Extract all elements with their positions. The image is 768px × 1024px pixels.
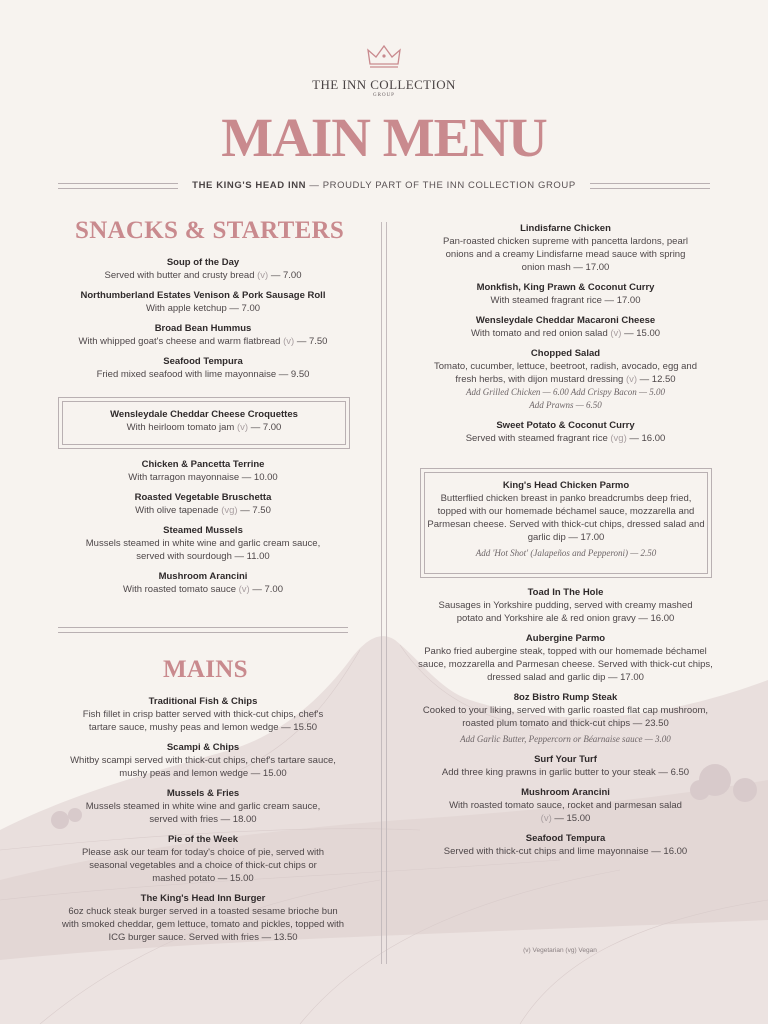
item-addon: Add 'Hot Shot' (Jalapeños and Pepperoni) — 2.50 — [475, 548, 657, 558]
item-desc: With whipped goat's cheese and warm flatbread (v) — 7.50 — [78, 336, 328, 347]
menu-item — [58, 833, 348, 885]
item-desc: With steamed fragrant rice — 17.00 — [490, 295, 641, 306]
item-name: Lindisfarne Chicken — [520, 223, 611, 234]
menu-item — [418, 632, 713, 684]
item-desc: Pan-roasted chicken supreme with pancetta lardons, pearl onions and a creamy Lindisfarne mead sauce with spring onion mash — 17.00 — [442, 236, 689, 273]
item-addon: Add Garlic Butter, Peppercorn or Béarnaise sauce — 3.00 — [460, 734, 671, 744]
item-name: Seafood Tempura — [525, 833, 606, 844]
item-desc: Mussels steamed in white wine and garlic cream sauce, served with fries — 18.00 — [85, 801, 321, 825]
menu-item — [58, 524, 348, 563]
item-desc: Add three king prawns in garlic butter to your steak — 6.50 — [441, 767, 690, 778]
menu-item — [58, 458, 348, 484]
item-name: Roasted Vegetable Bruschetta — [134, 492, 272, 503]
item-desc: Served with butter and crusty bread (v) — 7.00 — [104, 270, 302, 281]
header-rule-right — [590, 183, 710, 189]
item-name: Chicken & Pancetta Terrine — [141, 459, 265, 470]
menu-item — [418, 832, 713, 858]
item-name: The King's Head Inn Burger — [140, 893, 266, 904]
crown-icon — [367, 44, 401, 70]
featured-box-croquettes — [58, 397, 350, 449]
column-divider — [381, 222, 387, 964]
menu-item — [58, 741, 348, 780]
item-desc: Please ask our team for today's choice of pie, served with seasonal vegetables and a choice of thick-cut chips or mashed potato — 15.00 — [81, 847, 325, 884]
snacks-group-2 — [58, 458, 348, 603]
item-desc: With tomato and red onion salad (v) — 15.00 — [470, 328, 661, 339]
menu-item — [58, 892, 348, 944]
menu-item — [58, 570, 348, 596]
item-desc: With apple ketchup — 7.00 — [145, 303, 261, 314]
menu-item — [418, 786, 713, 825]
item-desc: Panko fried aubergine steak, topped with our homemade béchamel sauce, mozzarella and Parmesan cheese. Served with thick-cut chips, dressed salad and garlic dip — 17.00 — [418, 646, 713, 683]
item-desc: Whitby scampi served with thick-cut chips, chef's tartare sauce, mushy peas and lemon wedge — 15.00 — [70, 755, 336, 779]
menu-item — [418, 691, 713, 746]
item-name: Scampi & Chips — [166, 742, 240, 753]
item-name: Seafood Tempura — [163, 356, 243, 367]
item-desc: Cooked to your liking, served with garlic roasted flat cap mushroom, roasted plum tomato and thick-cut chips — 23.50 — [422, 705, 709, 729]
item-name: Pie of the Week — [167, 834, 239, 845]
item-name: Wensleydale Cheddar Cheese Croquettes — [110, 409, 298, 420]
brand-name: THE INN COLLECTION — [312, 77, 456, 92]
menu-item — [58, 491, 348, 517]
item-desc: Tomato, cucumber, lettuce, beetroot, radish, avocado, egg and fresh herbs, with dijon mustard dressing (v) — 12.50 — [434, 361, 697, 385]
menu-item — [58, 695, 348, 734]
item-name: Mushroom Arancini — [158, 571, 248, 582]
menu-item — [418, 222, 713, 274]
diet-legend: (v) Vegetarian (vg) Vegan — [523, 947, 597, 954]
menu-item — [418, 753, 713, 779]
item-desc: With olive tapenade (vg) — 7.50 — [135, 505, 271, 516]
menu-item — [58, 322, 348, 348]
item-name: Broad Bean Hummus — [154, 323, 252, 334]
item-name: Mussels & Fries — [166, 788, 240, 799]
section-title-mains: MAINS — [163, 656, 248, 683]
item-name: Aubergine Parmo — [525, 633, 606, 644]
right-group-2 — [418, 586, 713, 865]
item-name: King's Head Chicken Parmo — [502, 480, 630, 491]
item-desc: With tarragon mayonnaise — 10.00 — [128, 472, 278, 483]
item-desc: Butterflied chicken breast in panko breadcrumbs deep fried, topped with our homemade béchamel sauce, mozzarella and Parmesan cheese. Served with thick-cut chips, dressed salad and garlic dip — 17.00 — [427, 493, 705, 543]
menu-item — [58, 355, 348, 381]
brand-sub: GROUP — [373, 93, 395, 98]
item-name: Mushroom Arancini — [521, 787, 610, 798]
menu-item — [58, 787, 348, 826]
tagline-inn-name: THE KING'S HEAD INN — [192, 180, 307, 191]
item-name: Sweet Potato & Coconut Curry — [496, 420, 635, 431]
menu-item — [418, 347, 713, 412]
item-name: Traditional Fish & Chips — [148, 696, 258, 707]
item-name: Soup of the Day — [166, 257, 240, 268]
item-name: Monkfish, King Prawn & Coconut Curry — [476, 282, 655, 293]
menu-item — [418, 281, 713, 307]
tagline-rest: — PROUDLY PART OF THE INN COLLECTION GROUP — [306, 180, 576, 191]
item-desc: 6oz chuck steak burger served in a toasted sesame brioche bun with smoked cheddar, gem lettuce, tomato and pickles, topped with ICG burger sauce. Served with fries — 13.50 — [62, 906, 344, 943]
section-title-snacks: SNACKS & STARTERS — [75, 217, 345, 244]
item-desc: With roasted tomato sauce, rocket and parmesan salad (v) — 15.00 — [449, 800, 682, 824]
menu-item — [418, 419, 713, 445]
item-name: 8oz Bistro Rump Steak — [513, 692, 618, 703]
item-name: Wensleydale Cheddar Macaroni Cheese — [475, 315, 656, 326]
item-name: Toad In The Hole — [527, 587, 604, 598]
item-addon: Add Grilled Chicken — 6.00 Add Crispy Bacon — 5.00 — [465, 387, 666, 397]
item-desc: Sausages in Yorkshire pudding, served with creamy mashed potato and Yorkshire ale & red onion gravy — 16.00 — [438, 600, 693, 624]
menu-item — [418, 314, 713, 340]
item-name: Steamed Mussels — [163, 525, 243, 536]
item-name: Chopped Salad — [530, 348, 601, 359]
right-group-1 — [418, 222, 713, 452]
item-desc: Served with steamed fragrant rice (vg) — 16.00 — [465, 433, 666, 444]
menu-item — [58, 289, 348, 315]
featured-box-parmo — [420, 468, 712, 578]
menu-item — [418, 586, 713, 625]
menu-item — [58, 256, 348, 282]
item-desc: With roasted tomato sauce (v) — 7.00 — [123, 584, 283, 595]
item-desc: With heirloom tomato jam (v) — 7.00 — [126, 422, 282, 433]
item-desc: Mussels steamed in white wine and garlic cream sauce, served with sourdough — 11.00 — [85, 538, 321, 562]
item-desc: Fish fillet in crisp batter served with thick-cut chips, chef's tartare sauce, mushy peas and lemon wedge — 15.50 — [82, 709, 324, 733]
item-name: Surf Your Turf — [534, 754, 597, 765]
item-name: Northumberland Estates Venison & Pork Sausage Roll — [80, 290, 326, 301]
page-title: MAIN MENU — [221, 107, 547, 168]
snacks-group-1 — [58, 256, 348, 388]
item-desc: Fried mixed seafood with lime mayonnaise — 9.50 — [96, 369, 310, 380]
mains-list — [58, 695, 348, 951]
item-desc: Served with thick-cut chips and lime mayonnaise — 16.00 — [443, 846, 688, 857]
section-rule — [58, 627, 348, 633]
item-addon: Add Prawns — 6.50 — [529, 400, 602, 410]
